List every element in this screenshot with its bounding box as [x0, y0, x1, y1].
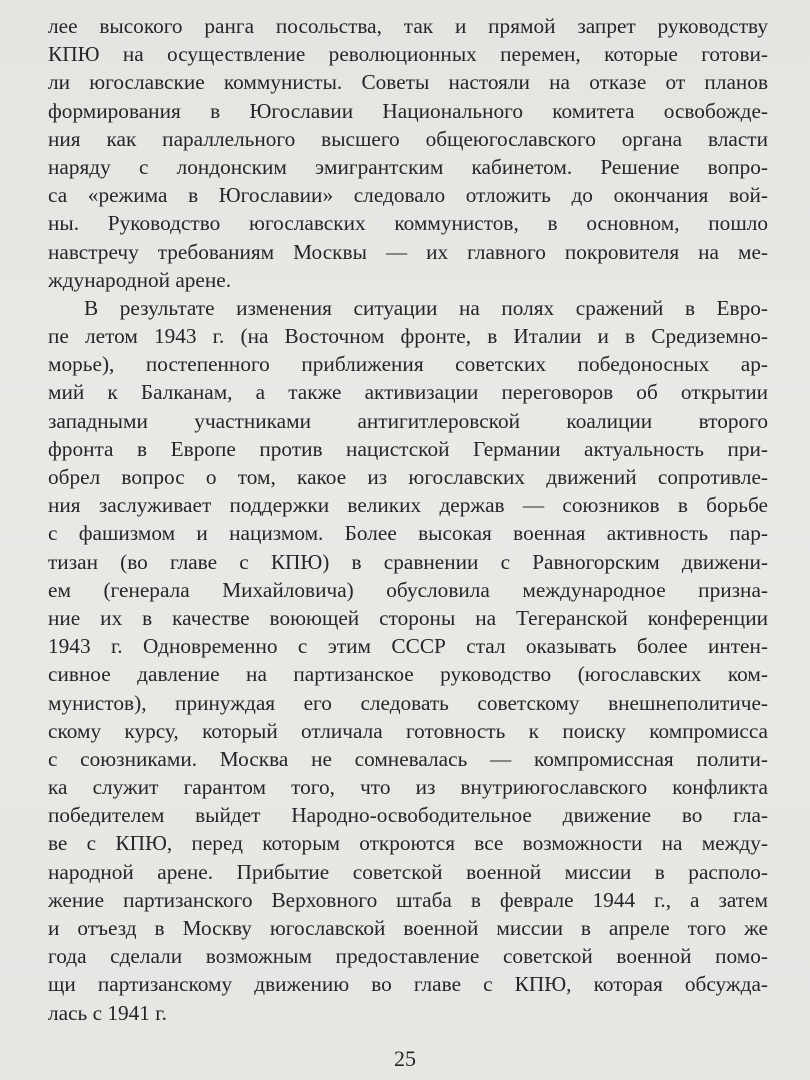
- text-line: ны. Руководство югославских коммунистов, в основном, пошло: [48, 211, 768, 236]
- text-line: лее высокого ранга посольства, так и прямой запрет руководству: [48, 14, 768, 38]
- page-number: 25: [394, 1046, 416, 1071]
- text-line: народной арене. Прибытие советской военной миссии в располо-: [48, 859, 768, 884]
- text-line: ния заслуживает поддержки великих держав — союзников в борьбе: [48, 493, 768, 518]
- text-line: обрел вопрос о том, какое из югославских движений сопротивле-: [48, 465, 768, 489]
- text-line: сивное давление на партизанское руководство (югославских ком-: [48, 662, 768, 687]
- text-line: и отъезд в Москву югославской военной миссии в апреле того же: [48, 916, 768, 940]
- paragraph-2: [48, 294, 768, 1027]
- text-line: победителем выйдет Народно-освободительное движение во гла-: [48, 803, 768, 828]
- text-line: тизан (во главе с КПЮ) в сравнении с Равногорским движени-: [48, 549, 768, 574]
- text-line: навстречу требованиям Москвы — их главного покровителя на ме-: [48, 239, 768, 264]
- text-line: наряду с лондонским эмигрантским кабинетом. Решение вопро-: [48, 154, 768, 179]
- text-line: В результате изменения ситуации на полях сражений в Евро-: [84, 295, 768, 320]
- text-line: ве с КПЮ, перед которым откроются все возможности на между-: [48, 831, 768, 856]
- text-line: мий к Балканам, а также активизации переговоров об открытии: [48, 380, 768, 405]
- text-line: с фашизмом и нацизмом. Более высокая военная активность пар-: [48, 521, 768, 546]
- text-line: с союзниками. Москва не сомневалась — компромиссная полити-: [48, 746, 768, 771]
- text-line: ждународной арене.: [48, 267, 232, 292]
- text-line: фронта в Европе против нацистской Германии актуальность при-: [48, 436, 768, 461]
- page-body-text: [48, 12, 768, 1027]
- text-line: са «режима в Югославии» следовало отложить до окончания вой-: [48, 183, 768, 208]
- text-line: ние их в качестве воюющей стороны на Тегеранской конференции: [48, 605, 768, 630]
- text-line: пе летом 1943 г. (на Восточном фронте, в Италии и в Средиземно-: [48, 324, 768, 349]
- text-line: щи партизанскому движению во главе с КПЮ, которая обсужда-: [48, 972, 768, 997]
- paragraph-1: [48, 12, 768, 294]
- text-line: морье), постепенного приближения советских победоносных ар-: [48, 352, 768, 377]
- text-line: года сделали возможным предоставление советской военной помо-: [48, 944, 768, 969]
- text-line: скому курсу, который отличала готовность к поиску компромисса: [48, 718, 768, 743]
- text-line: ем (генерала Михайловича) обусловила международное призна-: [48, 577, 768, 602]
- text-line: мунистов), принуждая его следовать советскому внешнеполитиче-: [48, 690, 768, 715]
- text-line: ка служит гарантом того, что из внутриюгославского конфликта: [48, 775, 768, 800]
- text-line: западными участниками антигитлеровской коалиции второго: [48, 408, 768, 433]
- text-line: 1943 г. Одновременно с этим СССР стал оказывать более интен-: [48, 634, 768, 659]
- text-line: ния как параллельного высшего общеюгославского органа власти: [48, 126, 768, 151]
- text-line: жение партизанского Верховного штаба в феврале 1944 г., а затем: [48, 887, 768, 912]
- text-line: ли югославские коммунисты. Советы настояли на отказе от планов: [48, 70, 768, 95]
- text-line: лась с 1941 г.: [48, 1000, 167, 1025]
- text-line: КПЮ на осуществление революционных перемен, которые готови-: [48, 42, 768, 67]
- text-line: формирования в Югославии Национального комитета освобожде-: [48, 98, 768, 123]
